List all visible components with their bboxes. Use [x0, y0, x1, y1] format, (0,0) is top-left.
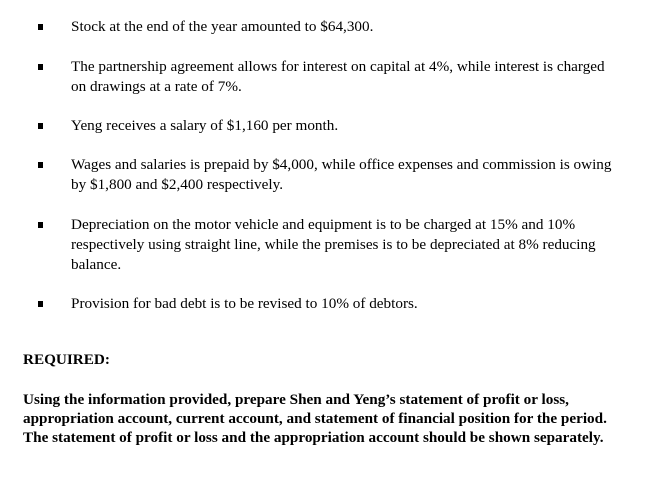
square-bullet-icon	[38, 222, 43, 228]
square-bullet-icon	[38, 162, 43, 168]
square-bullet-icon	[38, 24, 43, 30]
bullet-text	[71, 116, 661, 136]
instruction-line: appropriation account, current account, and statement of financial position for the period.	[23, 410, 607, 427]
text-line: balance.	[71, 256, 122, 273]
bullet-text	[71, 294, 661, 314]
text-line: Yeng receives a salary of $1,160 per month.	[71, 117, 339, 134]
text-line: on drawings at a rate of 7%.	[71, 78, 242, 95]
instruction-line: The statement of profit or loss and the appropriation account should be shown separately.	[23, 429, 604, 446]
text-line: respectively using straight line, while the premises is to be depreciated at 8% reducing	[71, 236, 596, 253]
bullet-text	[71, 155, 661, 195]
square-bullet-icon	[38, 301, 43, 307]
text-line: Stock at the end of the year amounted to $64,300.	[71, 18, 374, 35]
square-bullet-icon	[38, 123, 43, 129]
instruction-line: Using the information provided, prepare Shen and Yeng’s statement of profit or loss,	[23, 391, 569, 408]
required-instructions	[23, 390, 607, 447]
text-line: Wages and salaries is prepaid by $4,000, while office expenses and commission is owing	[71, 156, 612, 173]
required-heading: REQUIRED:	[23, 351, 110, 368]
bullet-text	[71, 57, 661, 97]
text-line: Provision for bad debt is to be revised to 10% of debtors.	[71, 295, 418, 312]
square-bullet-icon	[38, 64, 43, 70]
bullet-text	[71, 17, 661, 37]
text-line: The partnership agreement allows for interest on capital at 4%, while interest is charged	[71, 58, 605, 75]
bullet-text	[71, 215, 661, 275]
text-line: by $1,800 and $2,400 respectively.	[71, 176, 284, 193]
text-line: Depreciation on the motor vehicle and equipment is to be charged at 15% and 10%	[71, 216, 576, 233]
